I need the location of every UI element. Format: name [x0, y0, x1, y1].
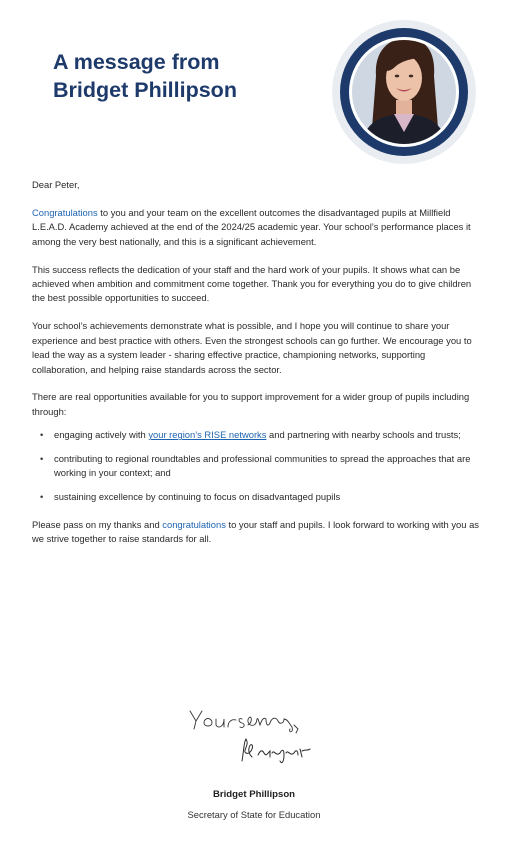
paragraph-success: This success reflects the dedication of your staff and the hard work of your pupils. It shows what can be achieved when ambition and commitment come together. Thank you for everything you do to give children the best possible opportunities to succeed.	[32, 263, 472, 304]
signatory-name: Bridget Phillipson	[212, 789, 296, 800]
title-line-1: A message from	[53, 50, 220, 74]
title-line-2: Bridget Phillipson	[53, 78, 237, 102]
signature-block	[0, 705, 508, 835]
paragraph-congratulations	[32, 206, 480, 249]
list-item: • contributing to regional roundtables and professional communities to spread the approaches that are working in your context; and	[40, 452, 480, 481]
paragraph-1-text: to you and your team on the excellent outcomes the disadvantaged pupils at Millfield L.E.A.D. Academy achieved at the end of the 2024/25 academic year. Your school’s performance places it among the very best nationally, and this is a significant achievement.	[32, 206, 471, 247]
greeting: Dear Peter,	[32, 179, 80, 190]
paragraph-achievements: Your school’s achievements demonstrate what is possible, and I hope you will continue to share your experience and best practice with others. Even the strongest schools can go further. We encourage you to lead the way as a system leader - sharing effective practice, championing networks, supporting collaboration, and helping raise standards across the sector.	[32, 320, 472, 375]
congratulations-highlight: congratulations	[162, 518, 226, 530]
rise-networks-link[interactable]: your region’s RISE networks	[148, 429, 267, 441]
portrait-photo	[330, 18, 478, 166]
list-item: • sustaining excellence by continuing to focus on disadvantaged pupils	[40, 490, 480, 504]
letter-body	[32, 178, 480, 560]
signatory-role: Secretary of State for Education	[187, 809, 321, 820]
letter-header	[0, 0, 508, 160]
paragraph-closing: Please pass on my thanks and congratulations to your staff and pupils. I look forward to working with you as we strive together to raise standards for all.	[32, 518, 479, 545]
list-item: • engaging actively with your region’s RISE networks and partnering with nearby schools and trusts;	[40, 428, 480, 442]
page-title	[53, 48, 237, 104]
congratulations-highlight: Congratulations	[32, 206, 98, 218]
paragraph-opportunities: There are real opportunities available for you to support improvement for a wider group of pupils including through:	[32, 391, 470, 417]
opportunities-list	[32, 428, 480, 504]
signature-image	[236, 735, 316, 774]
